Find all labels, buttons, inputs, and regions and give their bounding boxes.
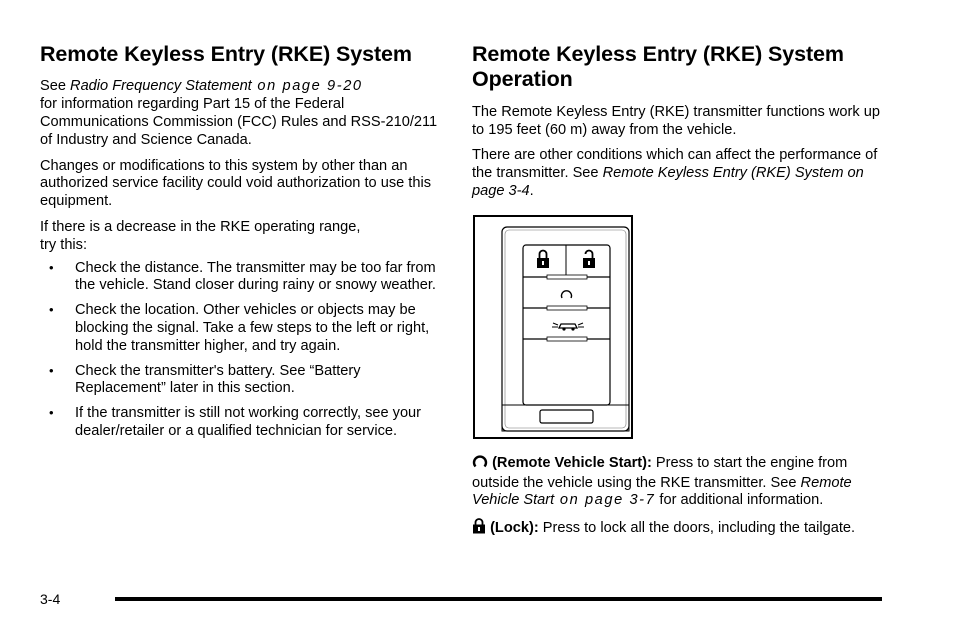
list-item (40, 260, 445, 296)
lock-icon (472, 518, 486, 540)
troubleshooting-list (40, 260, 445, 441)
page-number: 3-4 (40, 591, 61, 607)
rke-system-link[interactable]: Remote Keyless Entry (RKE) System on page 3-4 (472, 165, 864, 199)
unlock-button-icon (583, 250, 595, 268)
section-title-rke-system: Remote Keyless Entry (RKE) System (40, 42, 412, 66)
list-item-text: Check the distance. The transmitter may be too far from the vehicle. Stand closer during rainy or snowy weather. (75, 259, 436, 294)
conditions-paragraph (472, 147, 882, 200)
list-item-text: Check the location. Other vehicles or objects may be blocking the signal. Take a few steps to the left or right, hold the transmitter higher, and try again. (75, 302, 430, 354)
bullet: • (49, 302, 54, 318)
period: . (529, 182, 534, 199)
lock-button-icon (537, 250, 549, 268)
range-info-paragraph: The Remote Keyless Entry (RKE) transmitter functions work up to 195 feet (60 m) away from the vehicle. (472, 103, 880, 138)
range-line-1: If there is a decrease in the RKE operating range, (40, 218, 361, 235)
list-item (40, 363, 445, 399)
page-ref: 9-20 (327, 78, 363, 95)
remote-start-text: Press to start the engine from outside the vehicle using the RKE transmitter. See (472, 454, 848, 491)
right-column (472, 42, 882, 548)
on-page-text: on page (554, 492, 630, 509)
remote-start-label: (Remote Vehicle Start): (492, 454, 652, 471)
bullet: • (49, 405, 54, 421)
conditions-text: There are other conditions which can affect the performance of the transmitter. See (472, 147, 878, 182)
page-ref: 3-7 (629, 492, 656, 509)
transmitter-illustration (473, 215, 633, 439)
bullet: • (49, 362, 54, 378)
remote-start-paragraph (472, 453, 882, 510)
see-text: See (40, 78, 71, 95)
panic-button-icon (552, 323, 584, 331)
footer-rule (115, 597, 882, 601)
lock-label: (Lock): (490, 520, 539, 537)
bullet: • (49, 259, 54, 275)
remote-start-icon (472, 453, 488, 475)
modifications-paragraph: Changes or modifications to this system by other than an authorized service facility could void authorization to use this equipment. (40, 157, 431, 210)
remote-start-button-icon (562, 291, 572, 298)
list-item (40, 302, 445, 355)
list-item-text: If the transmitter is still not working correctly, see your dealer/retailer or a qualified technician for service. (75, 405, 422, 439)
on-page-text: on page (251, 78, 328, 95)
list-item-text: Check the transmitter's battery. See “Battery Replacement” later in this section. (75, 362, 361, 397)
fcc-reference-paragraph (40, 78, 445, 149)
lock-text: Press to lock all the doors, including the tailgate. (538, 520, 856, 537)
lock-paragraph (472, 518, 882, 540)
radio-frequency-link[interactable]: Radio Frequency Statement (70, 78, 252, 95)
left-column (40, 42, 445, 448)
section-title-rke-operation: Remote Keyless Entry (RKE) System Operation (472, 42, 844, 92)
key-fob-drawing (475, 217, 631, 437)
fcc-text: for information regarding Part 15 of the Federal Communications Commission (FCC) Rules and RSS-210/211 of Industry and Science Canada. (40, 96, 438, 148)
remote-vehicle-start-link[interactable]: Remote Vehicle Start (472, 474, 852, 509)
remote-start-text-end: for additional information. (655, 492, 824, 509)
range-line-2: try this: (40, 236, 88, 253)
range-paragraph (40, 219, 445, 255)
list-item (40, 405, 445, 441)
